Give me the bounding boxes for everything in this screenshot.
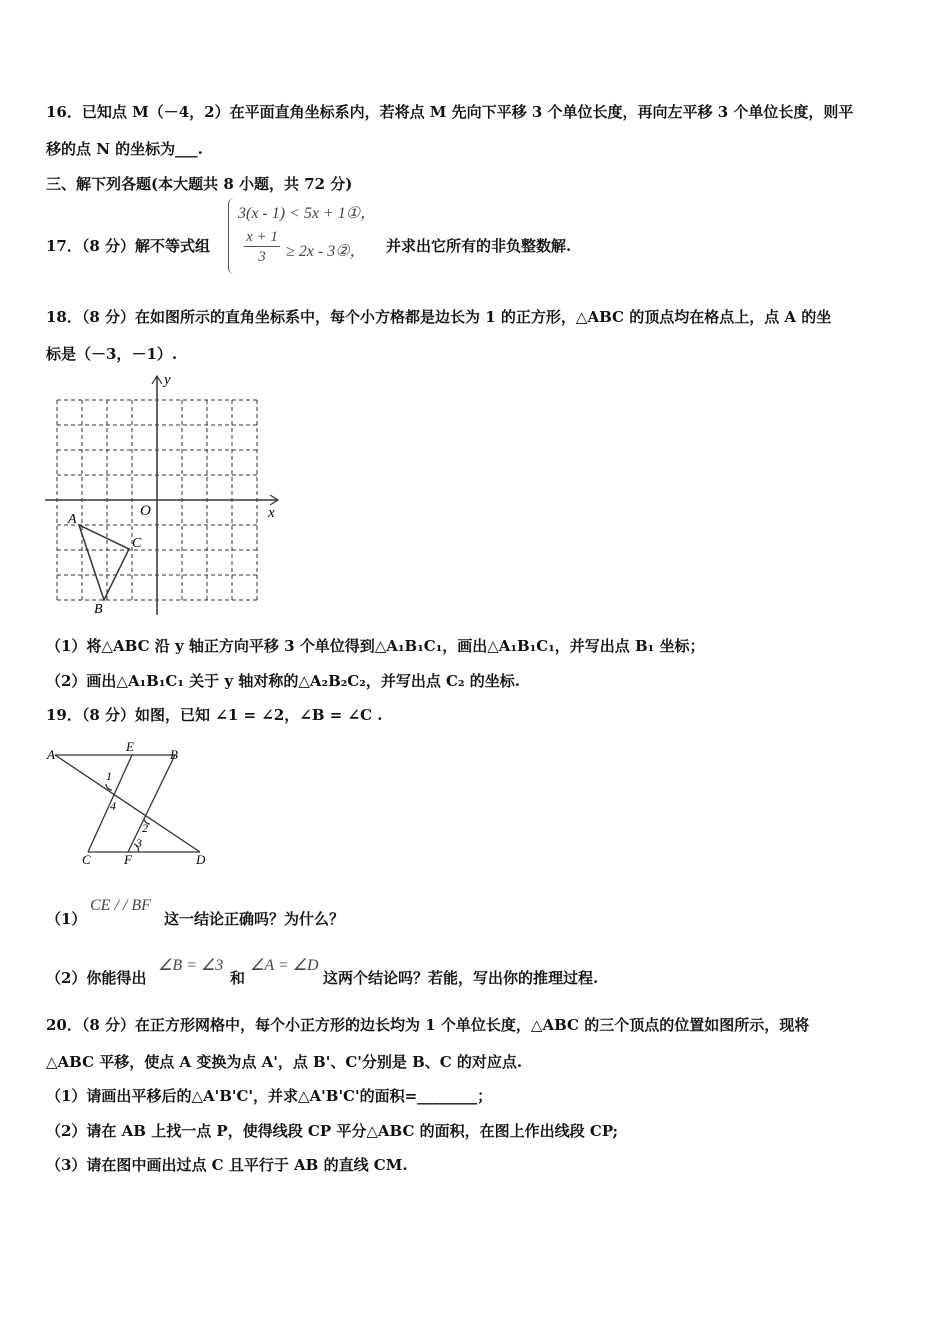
q20-line1: 20．（8 分）在正方形网格中，每个小正方形的边长均为 1 个单位长度，△ABC 的三个顶点的位置如图所示，现将 [46, 1016, 810, 1034]
fig-label-c: C [82, 852, 91, 867]
fig-label-e: E [126, 740, 134, 754]
inequality-1: 3(x - 1) < 5x + 1①， [238, 205, 377, 222]
q20-part2: （2）请在 AB 上找一点 P，使得线段 CP 平分△ABC 的面积，在图上作出线段 CP; [46, 1122, 619, 1140]
parallel-lines-figure [40, 740, 220, 870]
fig-label-2: 2 [142, 821, 148, 835]
fig-label-d: D [196, 852, 206, 867]
label-y: y [164, 372, 171, 388]
system-brace [228, 198, 237, 274]
q17-suffix: 并求出它所有的非负整数解. [386, 237, 572, 255]
q16-line1: 16．已知点 M（－4，2）在平面直角坐标系内，若将点 M 先向下平移 3 个单位长度，再向左平移 3 个单位长度，则平 [46, 103, 854, 121]
triangle-abc [79, 525, 129, 600]
fig-label-f: F [124, 852, 132, 867]
q20-line2: △ABC 平移，使点 A 变换为点 A'，点 B'、C'分别是 B、C 的对应点. [46, 1053, 523, 1071]
label-c: C [132, 536, 142, 551]
label-a: A [68, 512, 77, 527]
q20-part1: （1）请画出平移后的△A'B'C'，并求△A'B'C'的面积=________； [46, 1087, 493, 1105]
q19-part1-text: 这一结论正确吗？为什么？ [164, 910, 345, 928]
fig-label-4: 4 [110, 799, 116, 813]
fraction [244, 228, 280, 267]
inequality-system [228, 198, 378, 274]
q18-part2: （2）画出△A₁B₁C₁ 关于 y 轴对称的△A₂B₂C₂，并写出点 C₂ 的坐标. [46, 672, 520, 690]
line-ad [55, 755, 200, 852]
fraction-numerator: x + 1 [244, 228, 280, 247]
section-heading: 三、解下列各题(本大题共 8 小题，共 72 分) [46, 175, 353, 193]
fig-label-a: A [47, 747, 55, 762]
q18-part1: （1）将△ABC 沿 y 轴正方向平移 3 个单位得到△A₁B₁C₁，画出△A₁B₁C₁，并写出点 B₁ 坐标； [46, 637, 705, 655]
coordinate-grid-figure [40, 370, 290, 620]
fig-label-3: 3 [136, 836, 142, 850]
inequality-2: ≥ 2x - 3②， [286, 243, 366, 260]
fig-label-1: 1 [106, 769, 112, 783]
q18-line1: 18．（8 分）在如图所示的直角坐标系中，每个小方格都是边长为 1 的正方形，△ABC 的顶点均在格点上，点 A 的坐 [46, 308, 832, 326]
q19-part1-math: CE / / BF [90, 897, 151, 914]
fig-label-b: B [170, 747, 178, 762]
label-x: x [268, 505, 275, 521]
q19-part2-and: 和 [230, 969, 246, 987]
q19-part2-math2: ∠A = ∠D [250, 957, 319, 974]
q18-line2: 标是（－3，－1）. [46, 345, 178, 363]
label-b: B [94, 602, 103, 617]
q19-line1: 19．（8 分）如图，已知 ∠1 = ∠2，∠B = ∠C . [46, 706, 383, 724]
fraction-denominator: 3 [258, 249, 266, 265]
q19-part2-text: 这两个结论吗？若能，写出你的推理过程. [323, 969, 599, 987]
q19-part1-prefix: （1） [46, 910, 87, 928]
q19-part2-prefix: （2）你能得出 [46, 969, 147, 987]
q17-prefix: 17．（8 分）解不等式组 [46, 237, 211, 255]
q16-line2: 移的点 N 的坐标为___. [46, 140, 203, 158]
q19-part2-math1: ∠B = ∠3 [158, 957, 224, 974]
label-origin: O [140, 503, 151, 519]
q20-part3: （3）请在图中画出过点 C 且平行于 AB 的直线 CM. [46, 1156, 408, 1174]
